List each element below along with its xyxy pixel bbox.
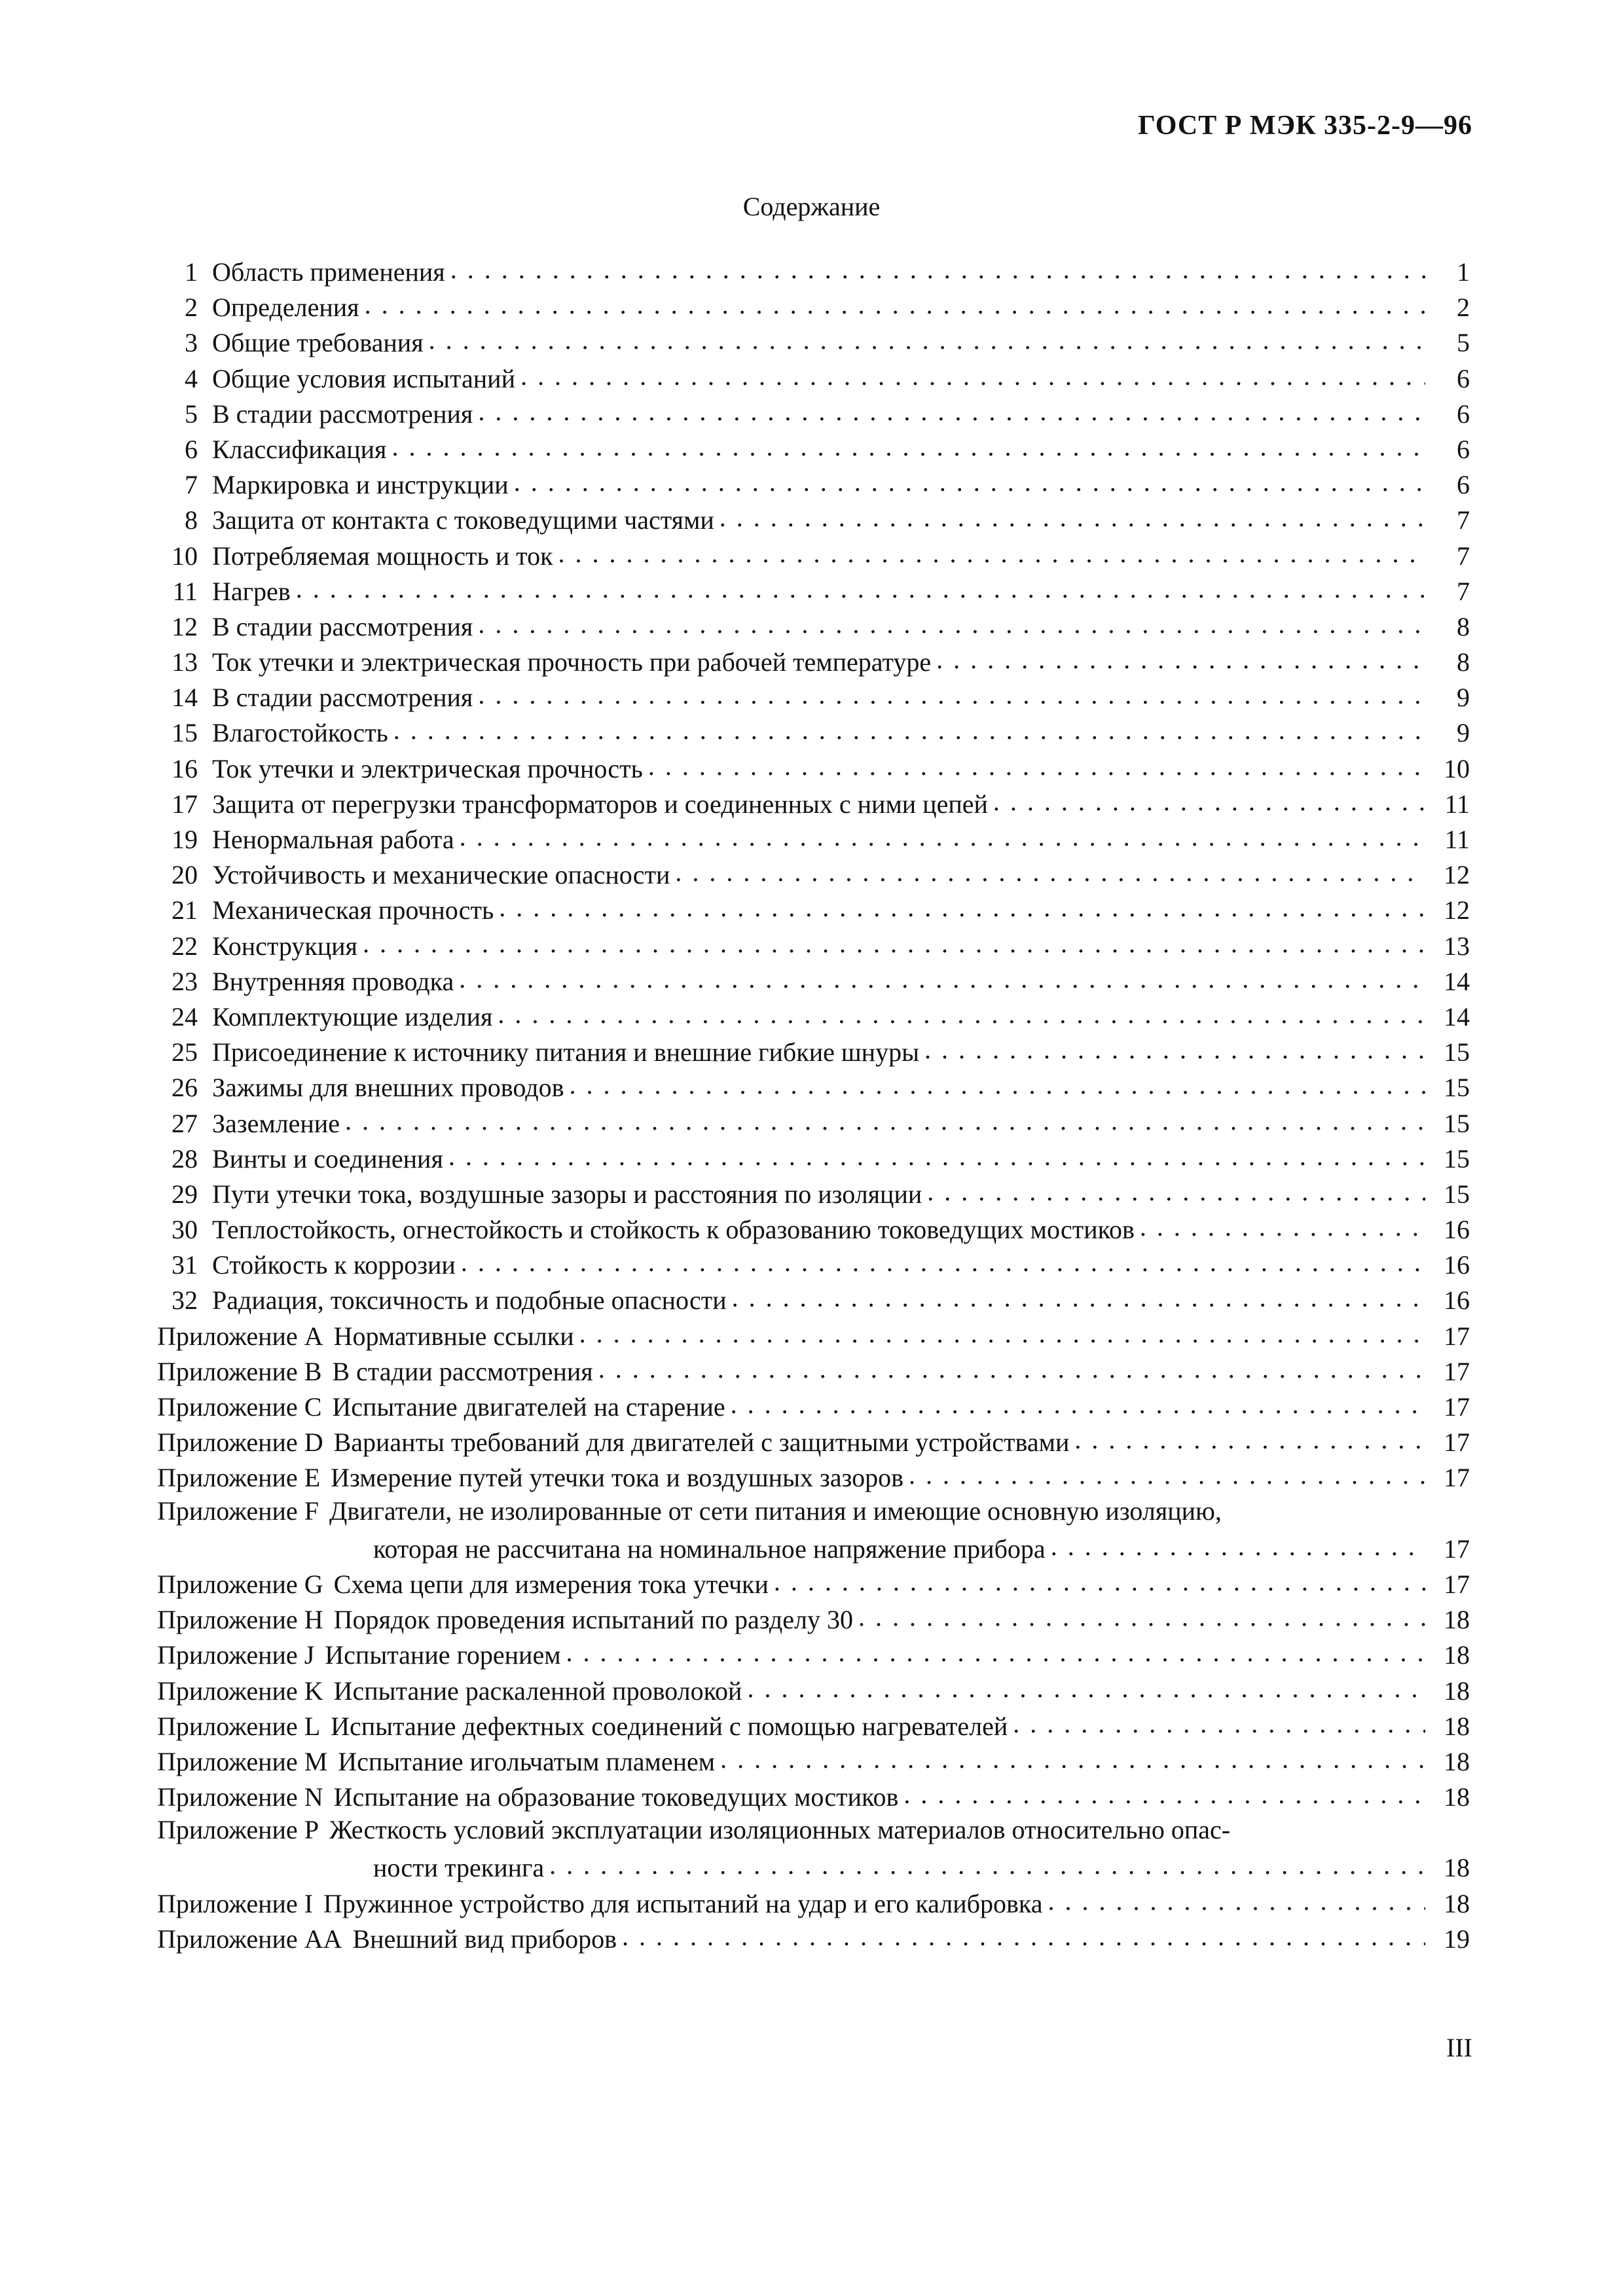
appendix-page: 18 — [1444, 1711, 1470, 1741]
toc-appendix-row — [157, 1884, 1470, 1919]
section-page: 12 — [1444, 895, 1470, 925]
section-page: 16 — [1444, 1215, 1470, 1245]
appendix-page: 17 — [1444, 1427, 1470, 1458]
dot-leader — [1013, 1706, 1425, 1735]
toc-section-row — [157, 1139, 1470, 1174]
appendix-page: 18 — [1444, 1853, 1470, 1883]
dot-leader — [858, 1600, 1425, 1628]
dot-leader — [460, 819, 1425, 848]
section-page: 15 — [1444, 1073, 1470, 1103]
toc-section-row — [157, 642, 1470, 677]
toc-section-row — [157, 713, 1470, 748]
section-number: 23 — [172, 966, 198, 996]
section-number: 14 — [172, 683, 198, 713]
section-page: 11 — [1444, 825, 1470, 854]
appendix-prefix: Приложение C — [157, 1392, 322, 1422]
appendix-title-continued: которая не рассчитана на номинальное напряжение прибора — [373, 1534, 1046, 1564]
section-title: Присоединение к источнику питания и внешние гибкие шнуры — [212, 1037, 919, 1067]
dot-leader — [598, 1352, 1425, 1380]
dot-leader — [296, 571, 1425, 600]
section-number: 15 — [172, 718, 198, 748]
section-title: В стадии рассмотрения — [212, 683, 473, 713]
toc-section-row — [157, 855, 1470, 890]
dot-leader — [622, 1919, 1425, 1948]
dot-leader — [1048, 1884, 1425, 1912]
section-title: Общие условия испытаний — [212, 363, 515, 393]
section-number: 13 — [172, 647, 198, 677]
toc-section-row — [157, 1067, 1470, 1103]
dot-leader — [549, 1848, 1425, 1876]
appendix-page: 17 — [1444, 1569, 1470, 1599]
section-page: 6 — [1457, 399, 1470, 429]
appendix-page: 17 — [1444, 1392, 1470, 1422]
dot-leader — [579, 1316, 1425, 1345]
dot-leader — [903, 1777, 1425, 1806]
appendix-title: В стадии рассмотрения — [332, 1356, 593, 1386]
dot-leader — [459, 961, 1425, 990]
appendix-title: Измерение путей утечки тока и воздушных зазоров — [331, 1463, 903, 1493]
appendix-title: Порядок проведения испытаний по разделу 30 — [333, 1605, 853, 1635]
section-page: 8 — [1457, 611, 1470, 641]
section-title: Ток утечки и электрическая прочность при рабочей температуре — [212, 647, 932, 677]
standard-code: ГОСТ Р МЭК 335-2-9—96 — [1138, 111, 1472, 141]
section-page: 9 — [1457, 718, 1470, 748]
dot-leader — [478, 394, 1425, 423]
appendix-prefix: Приложение K — [157, 1676, 323, 1706]
appendix-title-continued: ности трекинга — [373, 1853, 545, 1883]
toc-appendix-row — [157, 1494, 1470, 1529]
toc-section-row — [157, 784, 1470, 819]
section-title: Радиация, токсичность и подобные опасности — [212, 1285, 727, 1316]
toc-section-row — [157, 819, 1470, 855]
dot-leader — [499, 890, 1425, 919]
appendix-prefix: Приложение M — [157, 1746, 328, 1776]
toc-appendix-row-continued — [157, 1529, 1470, 1564]
appendix-prefix: Приложение J — [157, 1640, 315, 1670]
dot-leader — [450, 252, 1425, 281]
dot-leader — [993, 784, 1425, 813]
section-title: Зажимы для внешних проводов — [212, 1073, 564, 1103]
appendix-title: Испытание игольчатым пламенем — [338, 1746, 716, 1776]
appendix-prefix: Приложение A — [157, 1321, 323, 1351]
section-title: Область применения — [212, 257, 445, 287]
section-title: Ненормальная работа — [212, 825, 454, 854]
dot-leader — [448, 1139, 1425, 1168]
section-title: Маркировка и инструкции — [212, 470, 509, 500]
section-title: Механическая прочность — [212, 895, 494, 925]
appendix-title: Испытание на образование токоведущих мостиков — [333, 1782, 899, 1812]
toc-section-row — [157, 571, 1470, 607]
section-page: 11 — [1444, 789, 1470, 819]
toc-section-row — [157, 677, 1470, 713]
section-number: 32 — [172, 1285, 198, 1316]
section-page: 6 — [1457, 434, 1470, 464]
section-page: 8 — [1457, 647, 1470, 677]
appendix-page: 17 — [1444, 1463, 1470, 1493]
appendix-title: Пружинное устройство для испытаний на удар и его калибровка — [323, 1888, 1043, 1918]
toc-section-row — [157, 465, 1470, 500]
section-title: Защита от перегрузки трансформаторов и соединенных с ними цепей — [212, 789, 988, 819]
section-number: 26 — [172, 1073, 198, 1103]
section-title: Заземление — [212, 1108, 340, 1138]
dot-leader — [392, 429, 1425, 458]
toc-section-row — [157, 252, 1470, 287]
section-number: 7 — [185, 470, 198, 500]
section-page: 7 — [1457, 541, 1470, 571]
section-number: 1 — [185, 257, 198, 287]
section-number: 12 — [172, 611, 198, 641]
dot-leader — [478, 607, 1425, 636]
section-page: 6 — [1457, 470, 1470, 500]
toc-appendix-row — [157, 1458, 1470, 1493]
toc-section-row — [157, 323, 1470, 358]
section-number: 5 — [185, 399, 198, 429]
toc-appendix-row — [157, 1777, 1470, 1812]
dot-leader — [498, 997, 1425, 1026]
appendix-page: 18 — [1444, 1782, 1470, 1812]
dot-leader — [731, 1387, 1425, 1416]
dot-leader — [936, 642, 1425, 671]
dot-leader — [514, 465, 1425, 493]
toc-appendix-row-continued — [157, 1848, 1470, 1883]
dot-leader — [675, 855, 1425, 884]
section-number: 28 — [172, 1143, 198, 1174]
appendix-page: 18 — [1444, 1605, 1470, 1635]
toc-appendix-row — [157, 1671, 1470, 1706]
dot-leader — [566, 1635, 1425, 1664]
section-page: 14 — [1444, 966, 1470, 996]
toc-appendix-row — [157, 1422, 1470, 1458]
section-title: Устойчивость и механические опасности — [212, 860, 670, 890]
section-page: 15 — [1444, 1143, 1470, 1174]
section-title: Нагрев — [212, 576, 291, 606]
toc-section-row — [157, 926, 1470, 961]
appendix-title: Испытание горением — [325, 1640, 561, 1670]
appendix-prefix: Приложение G — [157, 1569, 323, 1599]
toc-section-row — [157, 961, 1470, 997]
toc-section-row — [157, 500, 1470, 535]
dot-leader — [461, 1245, 1425, 1274]
dot-leader — [393, 713, 1425, 742]
appendix-title: Схема цепи для измерения тока утечки — [333, 1569, 769, 1599]
section-title: В стадии рассмотрения — [212, 611, 473, 641]
section-number: 24 — [172, 1001, 198, 1031]
toc-appendix-row — [157, 1352, 1470, 1387]
toc-appendix-row — [157, 1812, 1470, 1848]
appendix-prefix: Приложение D — [157, 1427, 323, 1458]
section-number: 4 — [185, 363, 198, 393]
toc-section-row — [157, 890, 1470, 925]
section-page: 1 — [1457, 257, 1470, 287]
toc-section-row — [157, 1174, 1470, 1210]
section-number: 31 — [172, 1250, 198, 1280]
appendix-title: Жесткость условий эксплуатации изоляционных материалов относительно опас- — [329, 1815, 1231, 1845]
toc-section-row — [157, 394, 1470, 429]
toc-section-row — [157, 607, 1470, 642]
dot-leader — [520, 359, 1425, 387]
toc-section-row — [157, 429, 1470, 465]
appendix-page: 18 — [1444, 1640, 1470, 1670]
dot-leader — [1051, 1529, 1425, 1558]
section-page: 10 — [1444, 753, 1470, 783]
section-number: 3 — [185, 328, 198, 358]
section-page: 5 — [1457, 328, 1470, 358]
section-number: 8 — [185, 505, 198, 535]
section-page: 9 — [1457, 683, 1470, 713]
section-title: Ток утечки и электрическая прочность — [212, 753, 643, 783]
section-number: 10 — [172, 541, 198, 571]
appendix-prefix: Приложение AA — [157, 1924, 342, 1954]
appendix-title: Двигатели, не изолированные от сети питания и имеющие основную изоляцию, — [329, 1496, 1222, 1526]
dot-leader — [720, 1742, 1425, 1770]
toc-appendix-row — [157, 1600, 1470, 1635]
toc-appendix-row — [157, 1564, 1470, 1600]
appendix-prefix: Приложение B — [157, 1356, 322, 1386]
dot-leader — [924, 1032, 1425, 1061]
dot-leader — [363, 926, 1425, 955]
section-number: 25 — [172, 1037, 198, 1067]
toc-appendix-row — [157, 1706, 1470, 1742]
dot-leader — [927, 1174, 1425, 1203]
section-number: 11 — [172, 576, 198, 606]
toc-section-row — [157, 749, 1470, 784]
toc-section-row — [157, 287, 1470, 323]
section-title: Внутренняя проводка — [212, 966, 454, 996]
section-title: Классификация — [212, 434, 387, 464]
section-page: 7 — [1457, 505, 1470, 535]
section-page: 13 — [1444, 931, 1470, 961]
page-number: III — [1446, 2033, 1472, 2062]
section-title: Защита от контакта с токоведущими частями — [212, 505, 714, 535]
appendix-title: Испытание дефектных соединений с помощью нагревателей — [331, 1711, 1008, 1741]
section-title: В стадии рассмотрения — [212, 399, 473, 429]
dot-leader — [909, 1458, 1425, 1486]
toc-section-row — [157, 1032, 1470, 1067]
table-of-contents — [157, 252, 1470, 1954]
section-page: 16 — [1444, 1285, 1470, 1316]
toc-title: Содержание — [742, 192, 881, 221]
dot-leader — [648, 749, 1425, 778]
section-title: Общие требования — [212, 328, 424, 358]
dot-leader — [558, 536, 1425, 565]
section-title: Потребляемая мощность и ток — [212, 541, 553, 571]
section-number: 27 — [172, 1108, 198, 1138]
appendix-prefix: Приложение F — [157, 1496, 319, 1526]
section-title: Конструкция — [212, 931, 357, 961]
appendix-page: 17 — [1444, 1356, 1470, 1386]
toc-section-row — [157, 1103, 1470, 1139]
toc-section-row — [157, 997, 1470, 1032]
section-page: 7 — [1457, 576, 1470, 606]
appendix-title: Внешний вид приборов — [352, 1924, 617, 1954]
appendix-page: 17 — [1444, 1321, 1470, 1351]
dot-leader — [1074, 1422, 1425, 1451]
toc-appendix-row — [157, 1316, 1470, 1352]
section-title: Стойкость к коррозии — [212, 1250, 456, 1280]
section-number: 21 — [172, 895, 198, 925]
dot-leader — [478, 677, 1425, 706]
section-page: 15 — [1444, 1179, 1470, 1209]
section-number: 2 — [185, 293, 198, 323]
section-page: 15 — [1444, 1037, 1470, 1067]
section-number: 29 — [172, 1179, 198, 1209]
dot-leader — [732, 1280, 1425, 1309]
appendix-prefix: Приложение N — [157, 1782, 323, 1812]
toc-section-row — [157, 1210, 1470, 1245]
appendix-prefix: Приложение P — [157, 1815, 319, 1845]
section-page: 15 — [1444, 1108, 1470, 1138]
dot-leader — [720, 500, 1425, 529]
section-number: 17 — [172, 789, 198, 819]
section-title: Определения — [212, 293, 359, 323]
section-page: 12 — [1444, 860, 1470, 890]
appendix-title: Нормативные ссылки — [333, 1321, 574, 1351]
toc-appendix-row — [157, 1635, 1470, 1670]
appendix-page: 18 — [1444, 1746, 1470, 1776]
dot-leader — [429, 323, 1425, 351]
section-title: Влагостойкость — [212, 718, 388, 748]
section-page: 2 — [1457, 293, 1470, 323]
dot-leader — [365, 287, 1425, 316]
section-title: Пути утечки тока, воздушные зазоры и расстояния по изоляции — [212, 1179, 922, 1209]
section-number: 30 — [172, 1215, 198, 1245]
section-number: 16 — [172, 753, 198, 783]
dot-leader — [774, 1564, 1425, 1593]
section-page: 16 — [1444, 1250, 1470, 1280]
toc-section-row — [157, 1280, 1470, 1316]
appendix-page: 17 — [1444, 1534, 1470, 1564]
toc-section-row — [157, 359, 1470, 394]
appendix-page: 19 — [1444, 1924, 1470, 1954]
appendix-title: Варианты требований для двигателей с защитными устройствами — [333, 1427, 1070, 1458]
appendix-prefix: Приложение L — [157, 1711, 321, 1741]
appendix-page: 18 — [1444, 1888, 1470, 1918]
section-title: Винты и соединения — [212, 1143, 443, 1174]
section-title: Комплектующие изделия — [212, 1001, 493, 1031]
section-number: 19 — [172, 825, 198, 854]
dot-leader — [345, 1103, 1425, 1132]
dot-leader — [570, 1067, 1426, 1096]
toc-appendix-row — [157, 1742, 1470, 1777]
toc-appendix-row — [157, 1919, 1470, 1954]
toc-section-row — [157, 536, 1470, 571]
section-page: 6 — [1457, 363, 1470, 393]
section-number: 6 — [185, 434, 198, 464]
appendix-page: 18 — [1444, 1676, 1470, 1706]
appendix-prefix: Приложение I — [157, 1888, 314, 1918]
appendix-title: Испытание двигателей на старение — [332, 1392, 725, 1422]
section-number: 20 — [172, 860, 198, 890]
section-title: Теплостойкость, огнестойкость и стойкость к образованию токоведущих мостиков — [212, 1215, 1135, 1245]
section-page: 14 — [1444, 1001, 1470, 1031]
appendix-prefix: Приложение E — [157, 1463, 321, 1493]
appendix-prefix: Приложение H — [157, 1605, 323, 1635]
appendix-title: Испытание раскаленной проволокой — [333, 1676, 742, 1706]
toc-section-row — [157, 1245, 1470, 1280]
dot-leader — [747, 1671, 1425, 1700]
section-number: 22 — [172, 931, 198, 961]
dot-leader — [1140, 1210, 1425, 1238]
toc-appendix-row — [157, 1387, 1470, 1422]
